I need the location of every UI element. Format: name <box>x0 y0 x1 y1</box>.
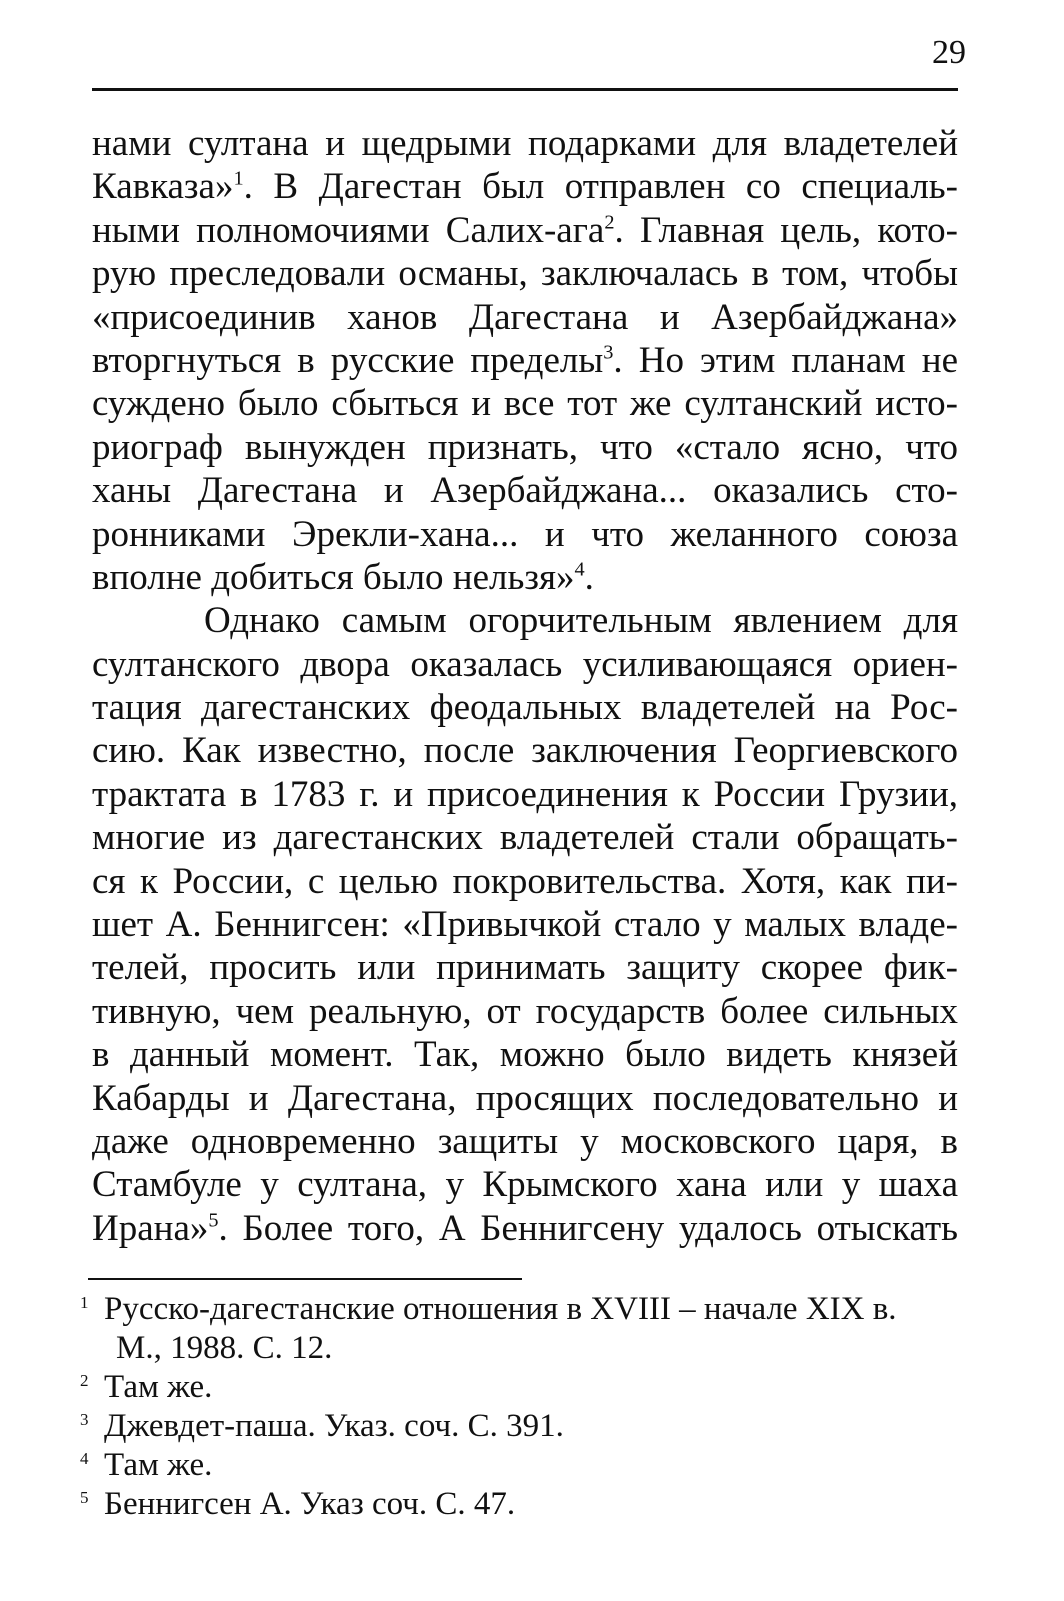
text-line: Кавказа»$^1$. В Дагестан был отправлен со специаль- <box>92 166 958 208</box>
text-line: рую преследовали османы, заключалась в том, чтобы <box>92 253 958 295</box>
footnote-text: Там же. <box>104 1447 213 1483</box>
footnote-mark: 4 <box>80 1449 89 1468</box>
text-line: султанского двора оказалась усиливающаяся ориен- <box>92 643 958 685</box>
text-line: Кабарды и Дагестана, просящих последовательно и <box>92 1077 958 1119</box>
footnote-ref: 5 <box>208 1209 219 1232</box>
text-line: телей, просить или принимать защиту скорее фик- <box>92 947 958 989</box>
footnote-continuation: М., 1988. С. 12. <box>116 1330 333 1366</box>
footnote-text: Джевдет-паша. Указ. соч. С. 391. <box>104 1408 564 1444</box>
footnote-text: Беннигсен А. Указ соч. С. 47. <box>104 1486 516 1522</box>
text-line: даже одновременно защиты у московского царя, в <box>92 1120 958 1162</box>
body-text <box>92 122 958 1250</box>
footnote-rule <box>88 1278 522 1280</box>
page-number: 29 <box>932 34 966 71</box>
text-line: «присоединив ханов Дагестана и Азербайджана» <box>92 296 958 338</box>
footnote-ref: 1 <box>233 168 244 191</box>
text-line: ся к России, с целью покровительства. Хотя, как пи- <box>92 860 958 902</box>
footnote-mark: 2 <box>80 1371 89 1390</box>
header-rule <box>92 88 958 91</box>
text-line: ными полномочиями Салих-ага$^2$. Главная цель, кото- <box>92 209 958 251</box>
text-line: ронниками Эрекли-хана... и что желанного союза <box>92 513 958 555</box>
footnote-ref: 4 <box>574 558 585 581</box>
text-line: вполне добиться было нельзя»$^4$. <box>92 556 594 598</box>
footnote-mark: 1 <box>80 1293 89 1312</box>
footnote-mark: 3 <box>80 1410 89 1429</box>
footnote-ref: 3 <box>603 341 614 364</box>
text-line: трактата в 1783 г. и присоединения к России Грузии, <box>92 773 958 815</box>
footnote <box>80 1485 960 1524</box>
text-line: риограф вынужден признать, что «стало ясно, что <box>92 426 958 468</box>
text-line: вторгнуться в русские пределы$^3$. Но этим планам не <box>92 339 958 381</box>
text-line: сию. Как известно, после заключения Георгиевского <box>92 730 958 772</box>
footnote-ref: 2 <box>604 211 615 234</box>
text-line: многие из дагестанских владетелей стали обращать- <box>92 817 958 859</box>
text-line: нами султана и щедрыми подарками для владетелей <box>92 123 958 164</box>
text-line: Однако самым огорчительным явлением для <box>204 600 958 642</box>
text-line: ханы Дагестана и Азербайджана... оказались сто- <box>92 470 958 512</box>
text-line: Стамбуле у султана, у Крымского хана или у шаха <box>92 1164 958 1206</box>
footnote-text: Там же. <box>104 1369 213 1405</box>
text-line: тация дагестанских феодальных владетелей на Рос- <box>92 687 958 729</box>
text-line: тивную, чем реальную, от государств более сильных <box>92 990 958 1032</box>
paragraph-2 <box>92 599 958 1250</box>
footnotes <box>80 1290 960 1524</box>
footnote <box>80 1290 960 1329</box>
footnote <box>80 1368 960 1407</box>
footnote-mark: 5 <box>80 1488 89 1507</box>
footnote <box>80 1446 960 1485</box>
text-line: в данный момент. Так, можно было видеть князей <box>92 1034 958 1076</box>
text-line: суждено было сбыться и все тот же султанский исто- <box>92 383 958 425</box>
footnote-text: Русско-дагестанские отношения в XVIII – начале XIX в. <box>104 1291 897 1327</box>
text-line: Ирана»$^5$. Более того, А Беннигсену удалось отыскать <box>92 1207 958 1249</box>
text-line: шет А. Беннигсен: «Привычкой стало у малых владе- <box>92 904 958 946</box>
footnote <box>80 1407 960 1446</box>
paragraph-1 <box>92 122 958 599</box>
